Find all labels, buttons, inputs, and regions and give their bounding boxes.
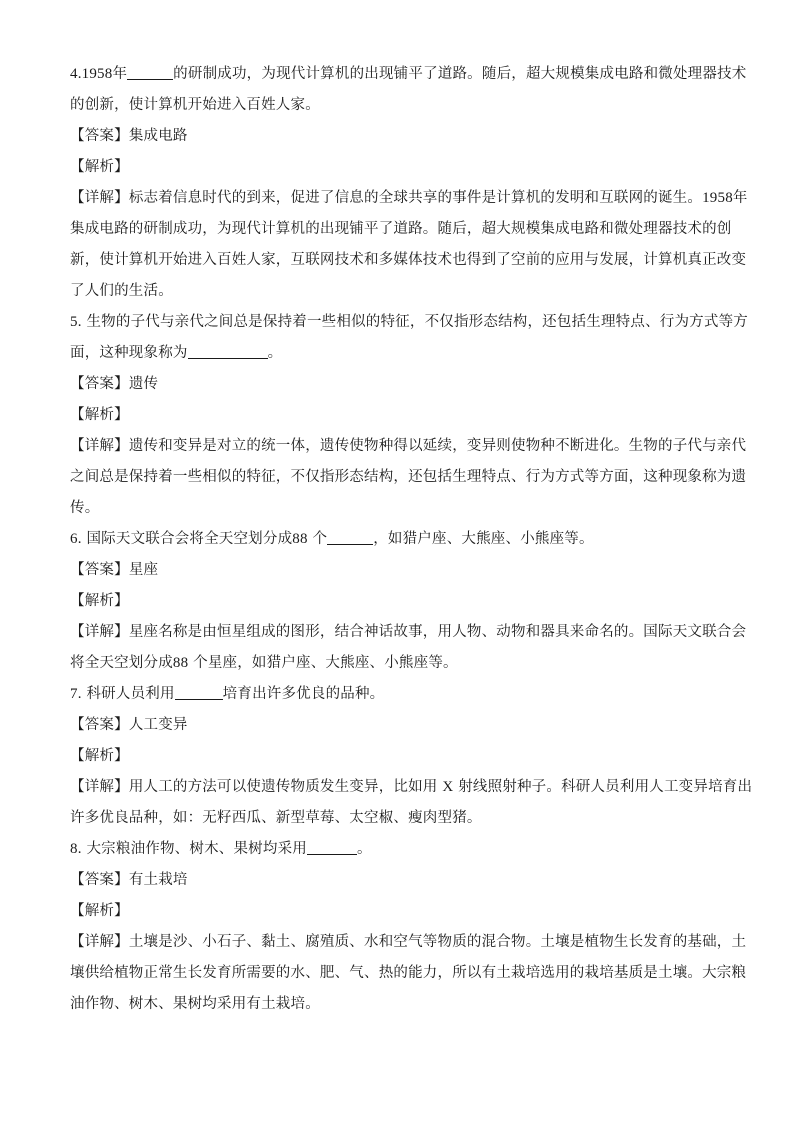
q8-answer-blank <box>307 838 357 855</box>
q8-detail-line3: 油作物、树木、果树均采用有土栽培。 <box>70 996 320 1012</box>
q8-analysis-tag: 【解析】 <box>70 903 129 919</box>
q4-answer-blank <box>127 63 173 80</box>
q7-answer-text: 人工变异 <box>128 717 188 733</box>
q6-number: 6. <box>70 531 82 547</box>
q7-detail-line2: 许多优良品种，如：无籽西瓜、新型草莓、太空椒、瘦肉型猪。 <box>70 810 482 826</box>
q7-analysis-tag: 【解析】 <box>70 748 129 764</box>
q6-analysis-tag: 【解析】 <box>70 593 129 609</box>
q4-answer <box>70 121 724 152</box>
answer-tag: 【答案】 <box>70 717 129 733</box>
q4-stem-line1: 4.1958年 的研制成功，为现代计算机的出现铺平了道路。随后，超大规模集成电路和微处理器技术 <box>70 59 724 90</box>
q5-answer-blank <box>188 342 268 359</box>
q5-detail-line3: 传。 <box>70 500 100 516</box>
q7-number: 7. <box>70 686 82 702</box>
q6-detail-line2: 将全天空划分成88 个星座，如猎户座、大熊座、小熊座等。 <box>70 655 458 671</box>
answer-tag: 【答案】 <box>70 376 129 392</box>
q6-answer-text: 星座 <box>128 562 159 578</box>
document-page <box>70 59 753 1020</box>
detail-tag: 【详解】 <box>70 438 129 454</box>
detail-tag: 【详解】 <box>70 190 129 206</box>
q5-detail-line2: 之间总是保持着一些相似的特征，不仅指形态结构，还包括生理特点、行为方式等方面，这种现象称为遗 <box>70 469 747 485</box>
answer-tag: 【答案】 <box>70 562 129 578</box>
q8-detail-line1: 【详解】土壤是沙、小石子、黏土、腐殖质、水和空气等物质的混合物。土壤是植物生长发育的基础，土 <box>70 934 747 950</box>
q5-analysis-tag: 【解析】 <box>70 407 129 423</box>
q5-answer <box>70 369 724 400</box>
q5-stem-line2: 面，这种现象称为 。 <box>70 338 724 369</box>
q6-stem: 6. 国际天文联合会将全天空划分成88 个 ，如猎户座、大熊座、小熊座等。 <box>70 524 724 555</box>
q4-detail-line2: 集成电路的研制成功，为现代计算机的出现铺平了道路。随后，超大规模集成电路和微处理器技术的创 <box>70 221 732 237</box>
answer-tag: 【答案】 <box>70 872 129 888</box>
q7-detail-line1: 【详解】用人工的方法可以使遗传物质发生变异，比如用 X 射线照射种子。科研人员利用人工变异培育出 <box>70 779 753 795</box>
answer-tag: 【答案】 <box>70 128 129 144</box>
q5-number: 5. <box>70 314 82 330</box>
detail-tag: 【详解】 <box>70 624 129 640</box>
q7-answer-blank <box>175 683 223 700</box>
q8-number: 8. <box>70 841 82 857</box>
q4-detail-line1: 【详解】标志着信息时代的到来，促进了信息的全球共享的事件是计算机的发明和互联网的诞生。1958年 <box>70 190 748 206</box>
q8-stem: 8. 大宗粮油作物、树木、果树均采用 。 <box>70 834 724 865</box>
detail-tag: 【详解】 <box>70 934 129 950</box>
q6-answer-blank <box>327 528 373 545</box>
q8-answer <box>70 865 724 896</box>
q4-stem-line2: 的创新，使计算机开始进入百姓人家。 <box>70 97 320 113</box>
q5-answer-text: 遗传 <box>128 376 159 392</box>
q4-analysis-tag: 【解析】 <box>70 159 129 175</box>
q7-answer <box>70 710 724 741</box>
q4-year: 1958 <box>81 66 113 82</box>
q4-detail-line4: 了人们的生活。 <box>70 283 173 299</box>
detail-tag: 【详解】 <box>70 779 129 795</box>
q4-number: 4. <box>70 66 82 82</box>
q6-detail-line1: 【详解】星座名称是由恒星组成的图形，结合神话故事，用人物、动物和器具来命名的。国际天文联合会 <box>70 624 747 640</box>
q6-answer <box>70 555 724 586</box>
q8-answer-text: 有土栽培 <box>128 872 188 888</box>
q4-answer-text: 集成电路 <box>128 128 188 144</box>
q5-stem-line1: 5. 生物的子代与亲代之间总是保持着一些相似的特征，不仅指形态结构，还包括生理特点、行为方式等方 <box>70 314 748 330</box>
q8-detail-line2: 壤供给植物正常生长发育所需要的水、肥、气、热的能力，所以有土栽培选用的栽培基质是土壤。大宗粮 <box>70 965 747 981</box>
q4-detail-line3: 新，使计算机开始进入百姓人家，互联网技术和多媒体技术也得到了空前的应用与发展，计算机真正改变 <box>70 252 747 268</box>
q5-detail-line1: 【详解】遗传和变异是对立的统一体，遗传使物种得以延续，变异则使物种不断进化。生物的子代与亲代 <box>70 438 747 454</box>
q7-stem: 7. 科研人员利用 培育出许多优良的品种。 <box>70 679 724 710</box>
